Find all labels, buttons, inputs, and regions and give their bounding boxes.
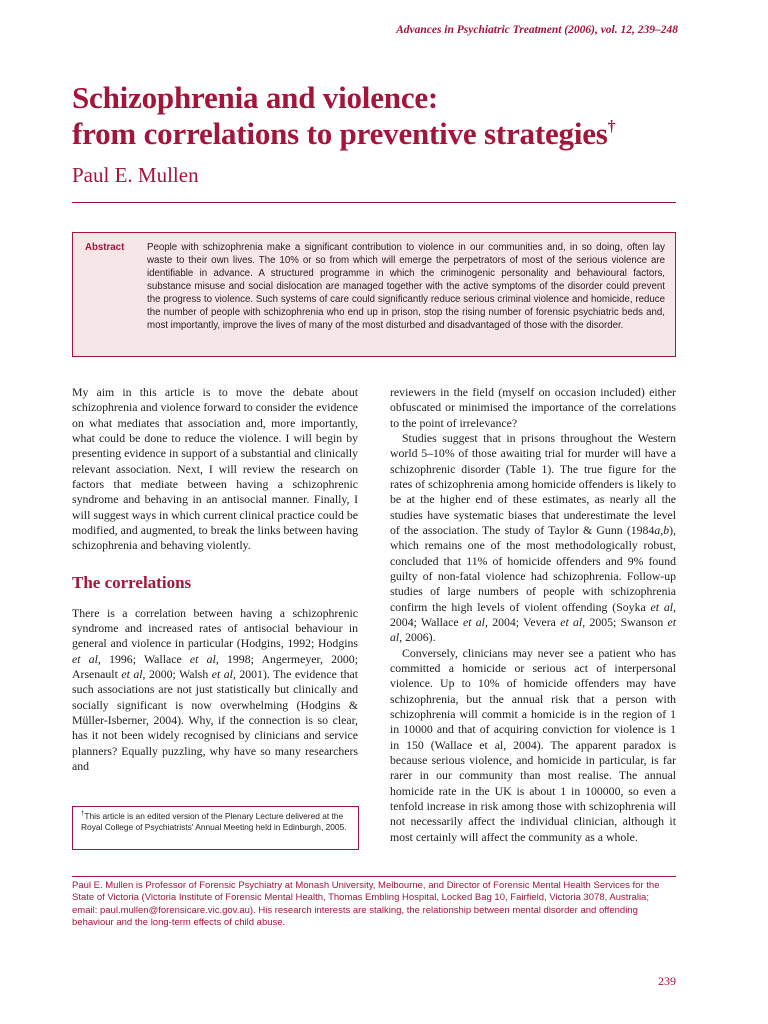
footnote-box xyxy=(72,806,359,850)
abstract-text: People with schizophrenia make a significant contribution to violence in our communities and, in so doing, often lay waste to their own lives. The 10% or so from which will emerge the perpetrators of most of the serious violence are identifiable in advance. A structured programme in which the criminogenic personality and behavioural factors, substance misuse and social dislocation are managed together with the active symptoms of the disorder could prevent the progress to violence. Such systems of care could significantly reduce serious criminal violence and homicide, reduce the number of people with schizophrenia who end up in prison, stop the rising number of forensic psychiatric beds and, most importantly, improve the lives of many of the most disturbed and disadvantaged of those with the disorder. xyxy=(147,242,665,331)
page-number: 239 xyxy=(658,974,676,988)
abstract-label: Abstract xyxy=(85,242,125,253)
title-footnote-mark: † xyxy=(607,117,616,135)
continuation-paragraph: reviewers in the field (myself on occasion included) either obfuscated or minimised the importance of the correlations to the point of irrelevance? xyxy=(390,385,676,430)
affiliation-divider xyxy=(72,876,676,877)
title-block xyxy=(72,80,682,188)
title-line-2: from correlations to preventive strategies xyxy=(72,115,608,151)
correlations-paragraph: There is a correlation between having a schizophrenic syndrome and increased rates of antisocial behaviour in general and violence in particular (Hodgins, 1992; Hodgins et al, 1996; Wallace et al, 1998; Angermeyer, 2000; Arsenault et al, 2000; Walsh et al, 2001). The evidence that such associations are not just statistically but clinically and socially significant is now overwhelming (Hodgins & Müller-Isberner, 2004). Why, if the connection is so clear, has it not been widely recognised by clinicians and service planners? Equally puzzling, why have so many researchers and xyxy=(72,605,359,773)
footnote-mark: † xyxy=(81,811,85,818)
intro-paragraph: My aim in this article is to move the debate about schizophrenia and violence forward to consider the evidence on what mediates that association and, more importantly, what could be done to reduce the violence. I will begin by presenting evidence in support of a substantial and clinically relevant association. Next, I will review the research on factors that mediate between having a schizophrenic syndrome and behaving in an antisocial manner. Finally, I will suggest ways in which current clinical practice could be modified, and augmented, to break the links between having schizophrenia and behaving violently. xyxy=(72,385,358,553)
author-name: Paul E. Mullen xyxy=(72,162,199,187)
footnote-text: This article is an edited version of the Plenary Lecture delivered at the Royal College of Psychiatrists' Annual Meeting held in Edinburgh, 2005. xyxy=(81,811,347,833)
prison-studies-paragraph: Studies suggest that in prisons throughout the Western world 5–10% of those awaiting trial for murder will have a schizophrenic disorder (Table 1). The true figure for the rates of schizophrenia among homicide offenders is likely to be at the higher end of these estimates, as nearly all the studies have systematic biases that underestimate the level of the association. The study of Taylor & Gunn (1984a,b), which remains one of the most methodologically robust, concluded that 11% of homicide offenders and 9% found guilty of non-fatal violence had schizophrenia. Follow-up studies of large numbers of people with schizophrenia confirm the high levels of violent offending (Soyka et al, 2004; Wallace et al, 2004; Vevera et al, 2005; Swanson et al, 2006). xyxy=(390,430,677,645)
abstract-box xyxy=(72,232,676,357)
right-column xyxy=(390,385,676,845)
author-affiliation: Paul E. Mullen is Professor of Forensic Psychiatry at Monash University, Melbourne, and Director of Forensic Mental Health Services for the State of Victoria (Victoria Institute of Forensic Mental Health, Thomas Embling Hospital, Locked Bag 10, Fairfield, Victoria 3078, Australia; email: paul.mullen@forensicare.vic.gov.au). His research interests are stalking, the relationship between mental disorder and offending behaviour and the long-term effects of child abuse. xyxy=(72,880,660,929)
article-title xyxy=(72,80,682,152)
left-column xyxy=(72,385,358,774)
journal-citation: Advances in Psychiatric Treatment (2006), vol. 12, 239–248 xyxy=(396,24,678,36)
section-heading-correlations: The correlations xyxy=(72,572,192,592)
title-line-1: Schizophrenia and violence: xyxy=(72,80,439,115)
conversely-paragraph: Conversely, clinicians may never see a patient who has committed a homicide or serious act of interpersonal violence. Up to 10% of homicide offenders may have schizophrenia, but the annual risk that a person with schizophrenia will commit a homicide is in the region of 1 in 10000 and that of acquiring conviction for violence is 1 in 150 (Wallace et al, 2004). The apparent paradox is because serious violence, and homicide in particular, is far rarer in our community than most realise. The annual homicide rate in the UK is about 1 in 100000, so even a tenfold increase in risk among those with schizophrenia will not necessarily affect the individual clinician, although it most certainly will affect the community as a whole. xyxy=(390,645,676,844)
title-divider xyxy=(72,202,676,203)
